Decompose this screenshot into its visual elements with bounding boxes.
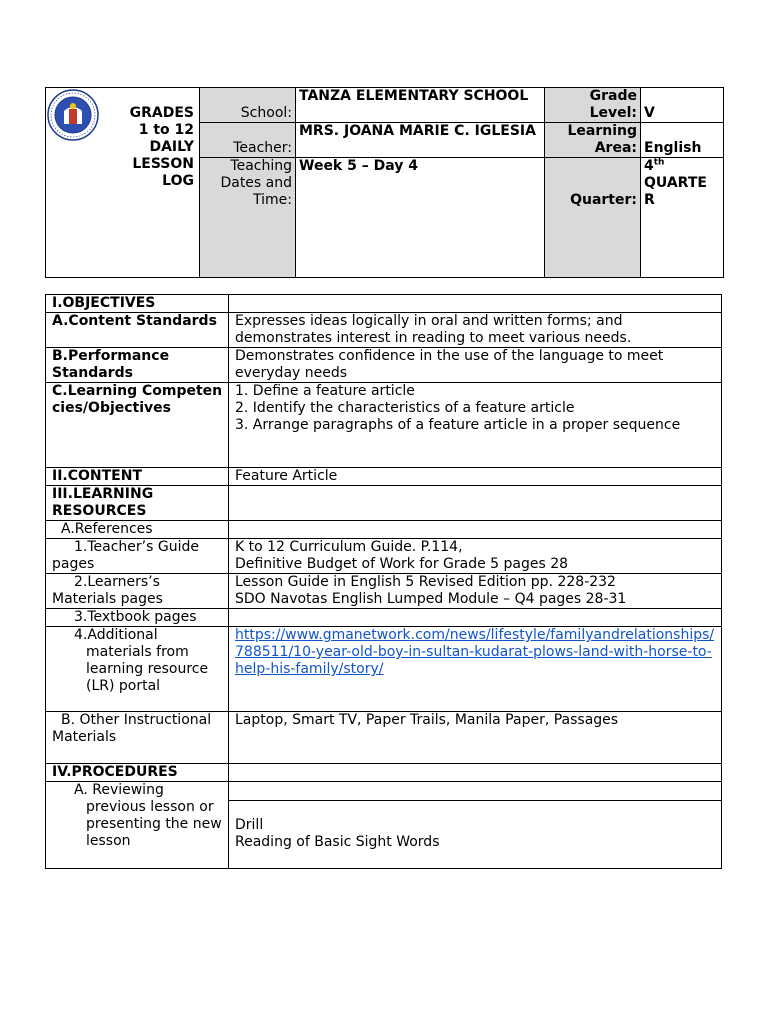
school-label: School:: [200, 88, 296, 123]
log-title-line: 1 to 12: [138, 122, 194, 138]
content-heading: II.CONTENT: [46, 468, 229, 486]
dates-label: Teaching Dates and Time:: [200, 158, 296, 278]
dates-value: Week 5 – Day 4: [296, 158, 545, 278]
teacher-label: Teacher:: [200, 123, 296, 158]
quarter-suffix: th: [653, 157, 665, 168]
teachers-guide-text: 1.Teacher’s Guide pages: [52, 539, 199, 572]
textbook-value: [229, 609, 722, 627]
additional-materials-text: 4.Additional materials from learning resource (LR) portal: [74, 627, 209, 694]
teachers-guide-line: K to 12 Curriculum Guide. P.114,: [235, 539, 463, 555]
reviewing-line: Drill: [235, 817, 264, 833]
references-text: A.References: [61, 521, 153, 537]
reviewing-line: Reading of Basic Sight Words: [235, 834, 440, 850]
other-materials-value: Laptop, Smart TV, Paper Trails, Manila Paper, Passages: [229, 712, 722, 764]
textbook-label: [46, 609, 229, 627]
learning-resources-value: [229, 486, 722, 521]
references-label: [46, 521, 229, 539]
teacher-value: MRS. JOANA MARIE C. IGLESIA: [296, 123, 545, 158]
learning-area-label: Learning Area:: [545, 123, 641, 158]
additional-materials-value: [229, 627, 722, 712]
header-table: [45, 87, 724, 278]
reviewing-text: A. Reviewing previous lesson or presenting the new lesson: [74, 782, 222, 849]
learning-area-value: English: [641, 123, 724, 158]
learners-materials-value: [229, 574, 722, 609]
performance-standards-value: Demonstrates confidence in the use of the language to meet everyday needs: [229, 348, 722, 383]
procedures-value: [229, 764, 722, 782]
procedures-heading: IV.PROCEDURES: [46, 764, 229, 782]
competency-item: 2. Identify the characteristics of a feature article: [235, 400, 575, 416]
other-materials-label: [46, 712, 229, 764]
learners-materials-text: 2.Learners’s Materials pages: [52, 574, 163, 607]
content-standards-value: Expresses ideas logically in oral and written forms; and demonstrates interest in reading to meet various needs.: [229, 313, 722, 348]
reviewing-blank: [229, 782, 722, 801]
quarter-word: QUARTE R: [644, 175, 707, 208]
deped-seal-icon: [47, 89, 99, 141]
reviewing-label: [46, 782, 229, 869]
quarter-label: Quarter:: [545, 158, 641, 278]
content-value: Feature Article: [229, 468, 722, 486]
lesson-table: [45, 294, 722, 869]
learners-materials-line: Lesson Guide in English 5 Revised Edition pp. 228-232: [235, 574, 616, 590]
learners-materials-line: SDO Navotas English Lumped Module – Q4 pages 28-31: [235, 591, 627, 607]
learners-materials-label: [46, 574, 229, 609]
competencies-list: [229, 383, 722, 468]
teachers-guide-value: [229, 539, 722, 574]
log-title-line: LESSON: [132, 156, 194, 172]
objectives-value: [229, 295, 722, 313]
grade-level-value: V: [641, 88, 724, 123]
competency-item: 1. Define a feature article: [235, 383, 415, 399]
learning-resources-heading: III.LEARNING RESOURCES: [46, 486, 229, 521]
competency-item: 3. Arrange paragraphs of a feature article in a proper sequence: [235, 417, 681, 433]
references-value: [229, 521, 722, 539]
objectives-heading: I.OBJECTIVES: [46, 295, 229, 313]
quarter-number: 4: [644, 158, 654, 174]
grade-level-label: Grade Level:: [545, 88, 641, 123]
school-value: TANZA ELEMENTARY SCHOOL: [296, 88, 545, 123]
additional-materials-label: [46, 627, 229, 712]
quarter-value: [641, 158, 724, 278]
teachers-guide-label: [46, 539, 229, 574]
log-title-line: GRADES: [129, 105, 194, 121]
textbook-text: 3.Textbook pages: [74, 609, 197, 625]
other-materials-text: B. Other Instructional Materials: [52, 712, 212, 745]
teachers-guide-line: Definitive Budget of Work for Grade 5 pages 28: [235, 556, 569, 572]
competencies-label: C.Learning Competencies/Objectives: [46, 383, 229, 468]
log-title-line: DAILY: [149, 139, 194, 155]
log-title-line: LOG: [162, 173, 194, 189]
content-standards-label: A.Content Standards: [46, 313, 229, 348]
reviewing-value: [229, 801, 722, 869]
performance-standards-label: B.Performance Standards: [46, 348, 229, 383]
lr-portal-link[interactable]: https://www.gmanetwork.com/news/lifestyle/familyandrelationships/788511/10-year-old-boy-in-sultan-kudarat-plows-land-with-horse-to-help-his-family/story/: [235, 627, 715, 677]
